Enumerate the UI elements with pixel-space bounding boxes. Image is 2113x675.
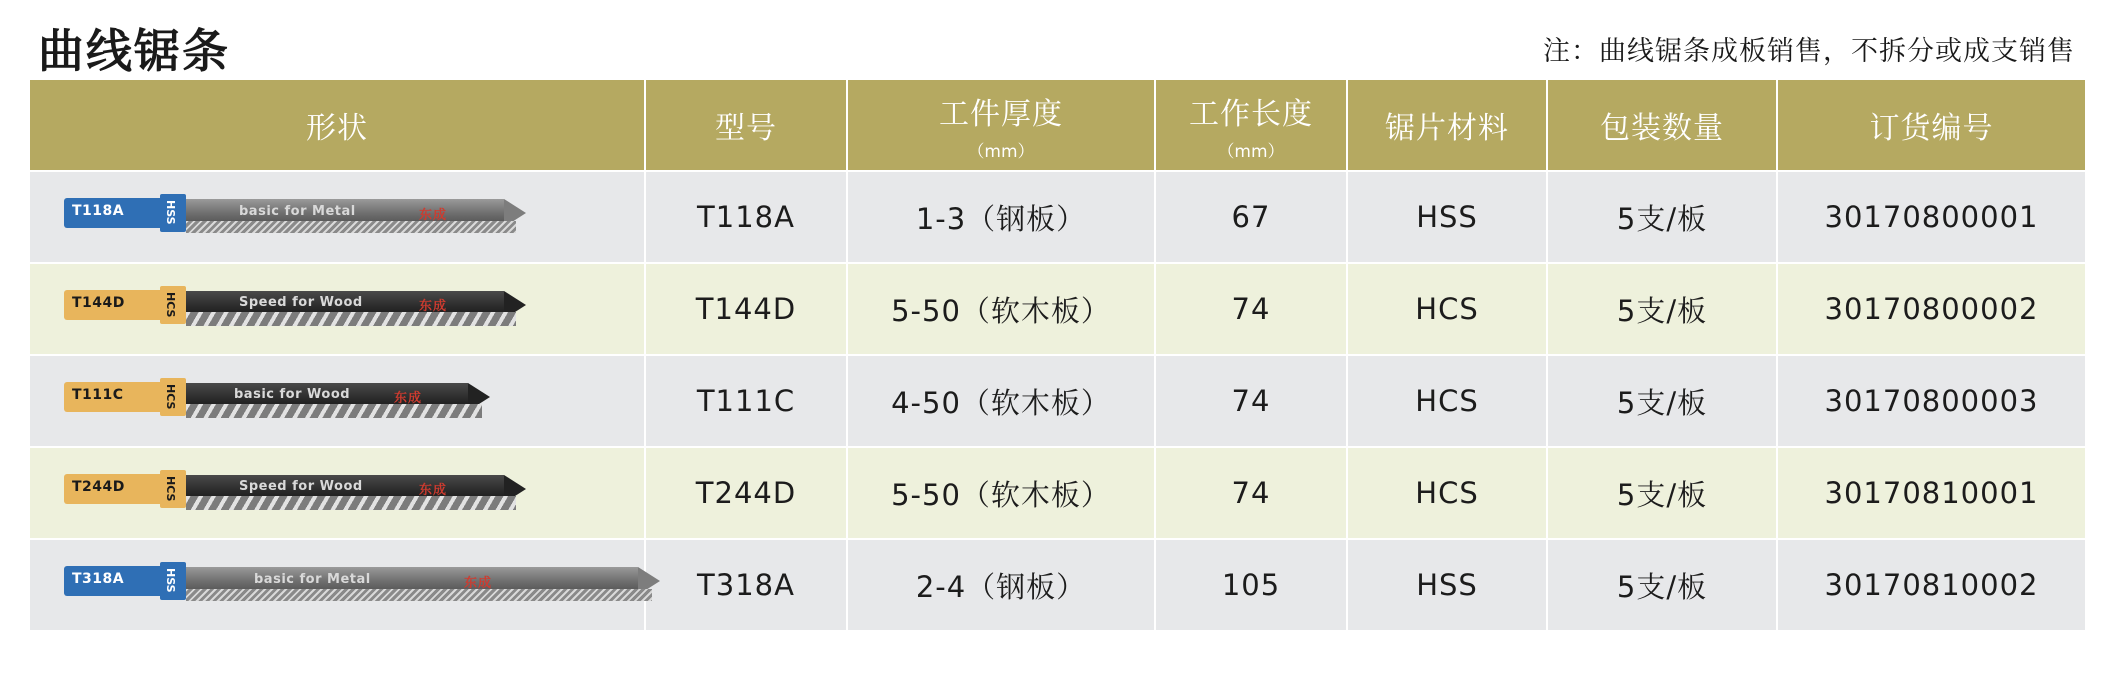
blade-graphic (64, 286, 644, 332)
cell-length: 74 (1155, 263, 1347, 355)
blade-teeth (186, 589, 652, 601)
cell-order-no: 30170810002 (1777, 539, 2086, 631)
cell-order-no: 30170800001 (1777, 171, 2086, 263)
column-header-material: 锯片材料 (1347, 79, 1547, 171)
blade-graphic (64, 562, 644, 608)
blade-brand-mark: 东成 (419, 208, 448, 223)
cell-model: T111C (645, 355, 847, 447)
blade-material-label: HSS (164, 568, 177, 593)
blade-shape-image (29, 171, 645, 263)
blade-teeth (186, 312, 516, 326)
cell-length: 74 (1155, 447, 1347, 539)
blade-material-label: HSS (164, 200, 177, 225)
blade-printed-text: Speed for Wood (239, 295, 363, 310)
jigsaw-blade-spec-table (28, 78, 2087, 632)
cell-length: 105 (1155, 539, 1347, 631)
cell-thickness: 1-3（钢板） (847, 171, 1155, 263)
table-body (29, 171, 2086, 631)
cell-thickness: 2-4（钢板） (847, 539, 1155, 631)
blade-shape-image (29, 539, 645, 631)
blade-graphic (64, 470, 644, 516)
cell-packing: 5支/板 (1547, 263, 1777, 355)
blade-brand-mark: 东成 (419, 299, 448, 314)
blade-material-label: HCS (164, 384, 177, 410)
cell-material: HCS (1347, 447, 1547, 539)
blade-material-label: HCS (164, 476, 177, 502)
cell-packing: 5支/板 (1547, 447, 1777, 539)
cell-length: 74 (1155, 355, 1347, 447)
blade-shape-image (29, 447, 645, 539)
cell-model: T144D (645, 263, 847, 355)
blade-teeth (186, 404, 482, 418)
cell-packing: 5支/板 (1547, 171, 1777, 263)
blade-shank-label: T118A (72, 203, 125, 219)
column-header-order-no: 订货编号 (1777, 79, 2086, 171)
cell-order-no: 30170800002 (1777, 263, 2086, 355)
column-header-model: 型号 (645, 79, 847, 171)
table-row (29, 447, 2086, 539)
cell-model: T118A (645, 171, 847, 263)
cell-thickness: 4-50（软木板） (847, 355, 1155, 447)
blade-material-label: HCS (164, 292, 177, 318)
table-row (29, 171, 2086, 263)
cell-order-no: 30170800003 (1777, 355, 2086, 447)
blade-graphic (64, 194, 644, 240)
page-note: 注：曲线锯条成板销售，不拆分或成支销售 (1543, 36, 2075, 67)
cell-material: HSS (1347, 171, 1547, 263)
table-row (29, 355, 2086, 447)
cell-model: T244D (645, 447, 847, 539)
blade-teeth (186, 496, 516, 510)
blade-printed-text: basic for Metal (254, 572, 371, 587)
column-header-packing: 包装数量 (1547, 79, 1777, 171)
blade-shank-label: T318A (72, 571, 125, 587)
blade-teeth (186, 221, 516, 233)
cell-thickness: 5-50（软木板） (847, 263, 1155, 355)
cell-thickness: 5-50（软木板） (847, 447, 1155, 539)
table-row (29, 539, 2086, 631)
column-header-shape: 形状 (29, 79, 645, 171)
cell-packing: 5支/板 (1547, 539, 1777, 631)
table-header-row (29, 79, 2086, 171)
blade-shape-image (29, 263, 645, 355)
blade-shank-label: T244D (72, 479, 125, 495)
blade-shank-label: T144D (72, 295, 125, 311)
blade-printed-text: Speed for Wood (239, 479, 363, 494)
column-header-length: 工作长度 （mm） (1155, 79, 1347, 171)
blade-printed-text: basic for Wood (234, 387, 351, 402)
cell-model: T318A (645, 539, 847, 631)
blade-graphic (64, 378, 644, 424)
blade-brand-mark: 东成 (394, 391, 423, 406)
blade-shank-label: T111C (72, 387, 124, 403)
blade-brand-mark: 东成 (464, 576, 493, 591)
column-header-thickness: 工件厚度 （mm） (847, 79, 1155, 171)
blade-brand-mark: 东成 (419, 483, 448, 498)
cell-order-no: 30170810001 (1777, 447, 2086, 539)
cell-material: HCS (1347, 355, 1547, 447)
page-title: 曲线锯条 (38, 24, 230, 78)
blade-shape-image (29, 355, 645, 447)
cell-length: 67 (1155, 171, 1347, 263)
table-row (29, 263, 2086, 355)
cell-material: HCS (1347, 263, 1547, 355)
page-header (28, 0, 2085, 78)
cell-material: HSS (1347, 539, 1547, 631)
cell-packing: 5支/板 (1547, 355, 1777, 447)
blade-printed-text: basic for Metal (239, 204, 356, 219)
